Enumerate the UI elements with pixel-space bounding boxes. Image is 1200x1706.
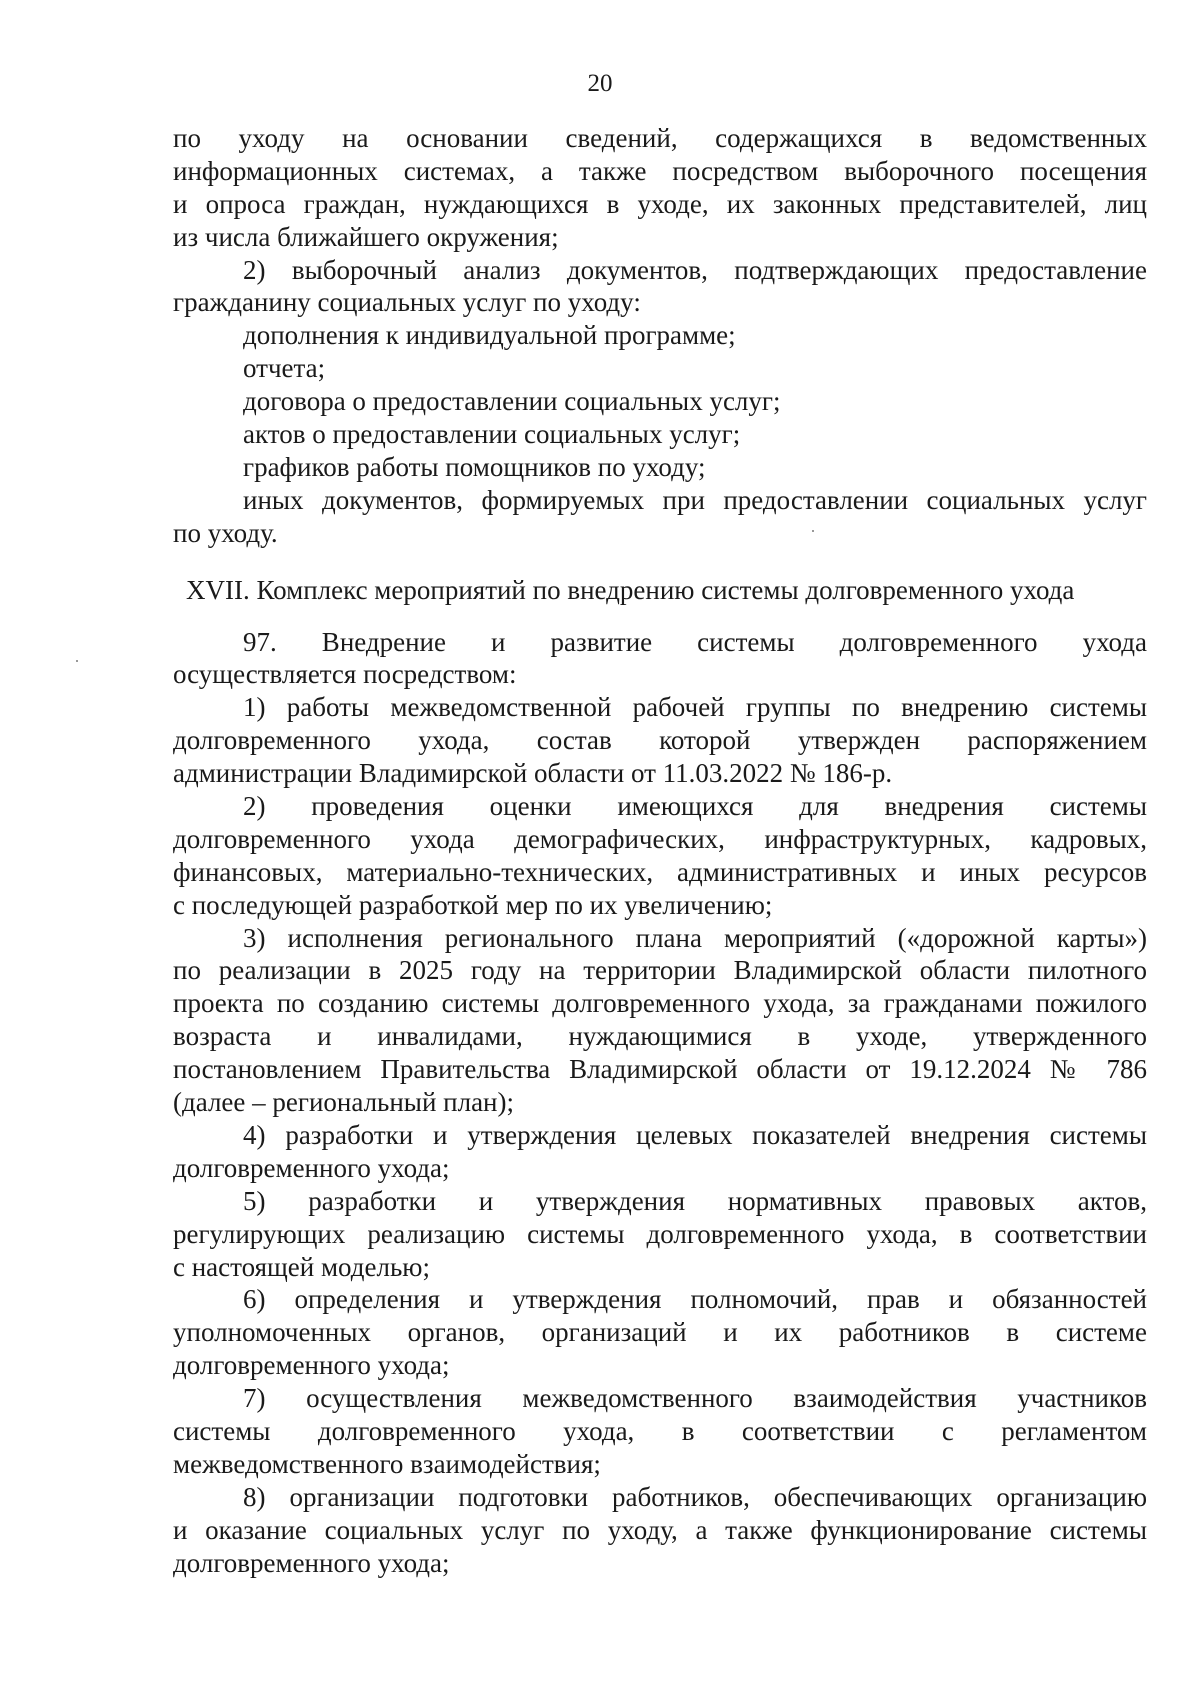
text-line: финансовых, материально-технических, административных и иных ресурсов	[173, 856, 1147, 887]
text-line: по реализации в 2025 году на территории Владимирской области пилотного	[173, 955, 1147, 986]
text-line: долговременного ухода;	[173, 1152, 450, 1183]
text-line: уполномоченных органов, организаций и их работников в системе	[173, 1317, 1147, 1348]
text-line: долговременного ухода, состав которой утвержден распоряжением	[173, 725, 1147, 756]
section-heading: XVII. Комплекс мероприятий по внедрению системы долговременного ухода	[186, 574, 1075, 605]
text-line: 4) разработки и утверждения целевых показателей внедрения системы	[243, 1119, 1147, 1150]
text-line: администрации Владимирской области от 11.03.2022 № 186-р.	[173, 758, 893, 789]
text-line: долговременного ухода демографических, инфраструктурных, кадровых,	[173, 823, 1147, 854]
text-line: 7) осуществления межведомственного взаимодействия участников	[243, 1383, 1147, 1414]
text-line: осуществляется посредством:	[173, 659, 517, 690]
paragraph-97-item-5	[173, 1185, 1147, 1284]
text-line: системы долговременного ухода, в соответствии с регламентом	[173, 1415, 1147, 1446]
paragraph-97-item-7	[173, 1382, 1147, 1481]
text-line: 6) определения и утверждения полномочий, прав и обязанностей	[243, 1284, 1147, 1315]
text-line: долговременного ухода;	[173, 1547, 450, 1578]
text-line: из числа ближайшего окружения;	[173, 221, 559, 252]
list-item: дополнения к индивидуальной программе;	[243, 320, 736, 351]
text-line: долговременного ухода;	[173, 1350, 450, 1381]
text-line: возраста и инвалидами, нуждающимися в уходе, утвержденного	[173, 1021, 1147, 1052]
text-line: 2) выборочный анализ документов, подтверждающих предоставление	[243, 254, 1147, 285]
scan-speck	[76, 660, 78, 662]
text-line: 2) проведения оценки имеющихся для внедрения системы	[243, 791, 1147, 822]
item-2-paragraph	[173, 254, 1147, 320]
text-line: постановлением Правительства Владимирской области от 19.12.2024 № 786	[173, 1054, 1147, 1085]
text-line: (далее – региональный план);	[173, 1087, 514, 1118]
text-line: регулирующих реализацию системы долговременного ухода, в соответствии	[173, 1218, 1147, 1249]
page-number: 20	[587, 70, 613, 97]
text-line: 97. Внедрение и развитие системы долговременного ухода	[243, 626, 1147, 657]
text-line: 5) разработки и утверждения нормативных правовых актов,	[243, 1185, 1147, 1216]
documents-list	[173, 319, 1147, 483]
text-line: гражданину социальных услуг по уходу:	[173, 287, 641, 318]
paragraph-97-item-2	[173, 790, 1147, 922]
paragraph-97-item-6	[173, 1283, 1147, 1382]
text-line: с последующей разработкой мер по их увеличению;	[173, 889, 773, 920]
text-line: 1) работы межведомственной рабочей группы по внедрению системы	[243, 692, 1147, 723]
text-line: по уходу.	[173, 517, 278, 548]
paragraph-97	[173, 626, 1147, 692]
text-line: по уходу на основании сведений, содержащихся в ведомственных	[173, 123, 1147, 153]
document-body	[173, 122, 1147, 1579]
text-line: иных документов, формируемых при предоставлении социальных услуг	[243, 484, 1147, 515]
text-line: межведомственного взаимодействия;	[173, 1448, 601, 1479]
scan-speck	[812, 530, 814, 532]
intro-paragraph	[173, 122, 1147, 254]
other-documents-paragraph	[173, 484, 1147, 550]
text-line: информационных системах, а также посредством выборочного посещения	[173, 155, 1147, 186]
text-line: и опроса граждан, нуждающихся в уходе, их законных представителей, лиц	[173, 188, 1147, 219]
text-line: 3) исполнения регионального плана мероприятий («дорожной карты»)	[243, 922, 1147, 953]
list-item: отчета;	[243, 353, 326, 384]
text-line: и оказание социальных услуг по уходу, а также функционирование системы	[173, 1514, 1147, 1545]
text-line: с настоящей моделью;	[173, 1251, 430, 1282]
list-item: договора о предоставлении социальных услуг;	[243, 386, 781, 417]
list-item: актов о предоставлении социальных услуг;	[243, 419, 741, 450]
paragraph-97-item-3	[173, 922, 1147, 1119]
paragraph-97-item-1	[173, 691, 1147, 790]
paragraph-97-item-4	[173, 1119, 1147, 1185]
text-line: 8) организации подготовки работников, обеспечивающих организацию	[243, 1481, 1147, 1512]
paragraph-97-item-8	[173, 1481, 1147, 1580]
text-line: проекта по созданию системы долговременного ухода, за гражданами пожилого	[173, 988, 1147, 1019]
list-item: графиков работы помощников по уходу;	[243, 451, 706, 482]
